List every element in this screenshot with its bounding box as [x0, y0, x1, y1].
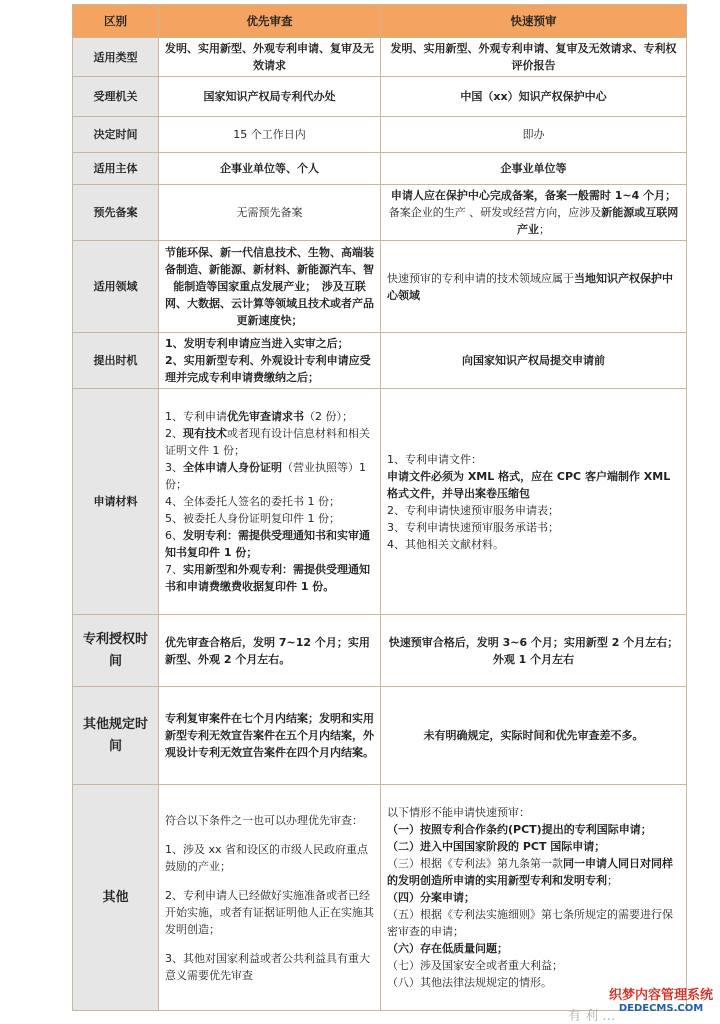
condition-item: 2、专利申请人已经做好实施准备或者已经开始实施，或者有证据证明他人正在实施其发明创造；	[165, 888, 374, 936]
material-item: 1、专利申请文件：	[387, 452, 482, 466]
priority-cell: 15 个工作日内	[159, 117, 381, 153]
priority-cell	[159, 389, 381, 615]
priority-text: 1、发明专利申请应当进入实审之后；	[165, 337, 349, 350]
priority-cell: 国家知识产权局专利代办处	[159, 77, 381, 117]
fast-cell: 向国家知识产权局提交申请前	[381, 333, 687, 389]
fast-cell: 企事业单位等	[381, 153, 687, 185]
site-logo	[606, 988, 716, 1015]
fast-cell: 发明、实用新型、外观专利申请、复审及无效请求、专利权评价报告	[381, 38, 687, 77]
priority-cell	[159, 333, 381, 389]
row-label: 预先备案	[73, 185, 159, 241]
material-item: 2、专利申请快速预审服务申请表；	[387, 503, 559, 517]
row-label: 其他	[73, 785, 159, 1011]
row-field	[73, 241, 687, 333]
row-types	[73, 38, 687, 77]
condition-item: （三）根据《专利法》第九条第一款同一申请人同日对同样的发明创造所申请的实用新型专利和发明专利；	[387, 857, 673, 887]
condition-item: 以下情形不能申请快速预审：	[387, 806, 530, 819]
row-materials	[73, 389, 687, 615]
fast-cell	[381, 785, 687, 1011]
condition-item: （八）其他法律法规规定的情形。	[387, 976, 552, 989]
fast-text: 当地知识产权保护中心领域	[387, 271, 673, 302]
row-label: 专利授权时间	[73, 615, 159, 687]
condition-item: （一）按照专利合作条约(PCT)提出的专利国际申请；	[387, 823, 652, 836]
condition-item: （四）分案申请；	[387, 891, 475, 904]
material-item: 3、全体申请人身份证明（营业执照等）1 份；	[165, 461, 366, 491]
material-item: 4、其他相关文献材料。	[387, 537, 504, 551]
material-item: 1、专利申请优先审查请求书（2 份）；	[165, 410, 353, 423]
row-timing	[73, 333, 687, 389]
fast-text: 备案企业的生产 、研发或经营方向，应涉及	[388, 206, 602, 219]
row-subject	[73, 153, 687, 185]
condition-item: （七）涉及国家安全或者重大利益；	[387, 959, 563, 972]
row-label: 适用类型	[73, 38, 159, 77]
fast-cell	[381, 241, 687, 333]
row-other-time	[73, 687, 687, 785]
material-item: 5、被委托人身份证明复印件 1 份；	[165, 512, 340, 525]
material-item: 6、发明专利：需提供受理通知书和实审通知书复印件 1 份；	[165, 529, 370, 559]
fast-text: 申请人应在保护中心完成备案，备案一般需时 1~4 个月；	[390, 189, 677, 202]
row-label: 受理机关	[73, 77, 159, 117]
watermark-text: 有 利 …	[568, 1009, 616, 1024]
priority-cell: 发明、实用新型、外观专利申请、复审及无效请求	[159, 38, 381, 77]
material-item: 申请文件必须为 XML 格式，应在 CPC 客户端制作 XML 格式文件，并导出案卷压缩包	[387, 469, 671, 500]
fast-text: 快速预审的专利申请的技术领域应属于	[387, 271, 574, 285]
material-item: 4、全体委托人签名的委托书 1 份；	[165, 495, 340, 508]
condition-item: 符合以下条件之一也可以办理优先审查：	[165, 813, 363, 827]
row-decision	[73, 117, 687, 153]
priority-cell: 优先审查合格后，发明 7~12 个月；实用新型、外观 2 个月左右。	[159, 615, 381, 687]
material-item: 7、实用新型和外观专利：需提供受理通知书和申请费缴费收据复印件 1 份。	[165, 563, 370, 593]
row-other	[73, 785, 687, 1011]
material-item: 2、现有技术或者现有设计信息材料和相关证明文件 1 份；	[165, 427, 370, 457]
fast-text: ；	[539, 223, 550, 236]
fast-cell: 即办	[381, 117, 687, 153]
row-grant	[73, 615, 687, 687]
logo-line-2: DEDECMS.COM	[618, 1003, 704, 1014]
header-priority: 优先审查	[159, 5, 381, 38]
priority-cell: 无需预先备案	[159, 185, 381, 241]
header-diff: 区别	[73, 5, 159, 38]
row-record	[73, 185, 687, 241]
priority-text: 2、实用新型专利、外观设计专利申请应受理并完成专利申请费缴纳之后；	[165, 354, 371, 384]
fast-text: 新能源或互联网产业	[517, 206, 679, 236]
condition-item: 1、涉及 xx 省和设区的市级人民政府重点鼓励的产业；	[165, 842, 369, 873]
condition-item: （五）根据《专利法实施细则》第七条所规定的需要进行保密审查的申请；	[387, 908, 673, 938]
row-label: 适用领域	[73, 241, 159, 333]
row-agency	[73, 77, 687, 117]
material-item: 3、专利申请快速预审服务承诺书；	[387, 520, 559, 534]
header-fast: 快速预审	[381, 5, 687, 38]
priority-cell: 企事业单位等、个人	[159, 153, 381, 185]
priority-cell: 专利复审案件在七个月内结案；发明和实用新型专利无效宣告案件在五个月内结案，外观设计专利无效宣告案件在四个月内结案。	[159, 687, 381, 785]
fast-cell: 快速预审合格后，发明 3~6 个月；实用新型 2 个月左右；外观 1 个月左右	[381, 615, 687, 687]
condition-item: （六）存在低质量问题；	[387, 942, 508, 955]
condition-item: 3、其他对国家利益或者公共利益具有重大意义需要优先审查	[165, 951, 370, 982]
fast-cell: 未有明确规定，实际时间和优先审查差不多。	[381, 687, 687, 785]
table-header-row	[73, 5, 687, 38]
row-label: 提出时机	[73, 333, 159, 389]
priority-cell: 节能环保、新一代信息技术、生物、高端装备制造、新能源、新材料、新能源汽车、智能制造等国家重点发展产业； 涉及互联网、大数据、云计算等领域且技术或者产品更新速度快；	[159, 241, 381, 333]
row-label: 决定时间	[73, 117, 159, 153]
row-label: 申请材料	[73, 389, 159, 615]
logo-line-1: 织梦内容管理系统	[608, 988, 713, 1003]
priority-cell	[159, 785, 381, 1011]
comparison-table	[72, 4, 687, 1011]
fast-cell: 中国（xx）知识产权保护中心	[381, 77, 687, 117]
fast-cell	[381, 185, 687, 241]
condition-item: （二）进入中国国家阶段的 PCT 国际申请；	[387, 840, 606, 853]
row-label: 适用主体	[73, 153, 159, 185]
row-label: 其他规定时间	[73, 687, 159, 785]
fast-cell	[381, 389, 687, 615]
